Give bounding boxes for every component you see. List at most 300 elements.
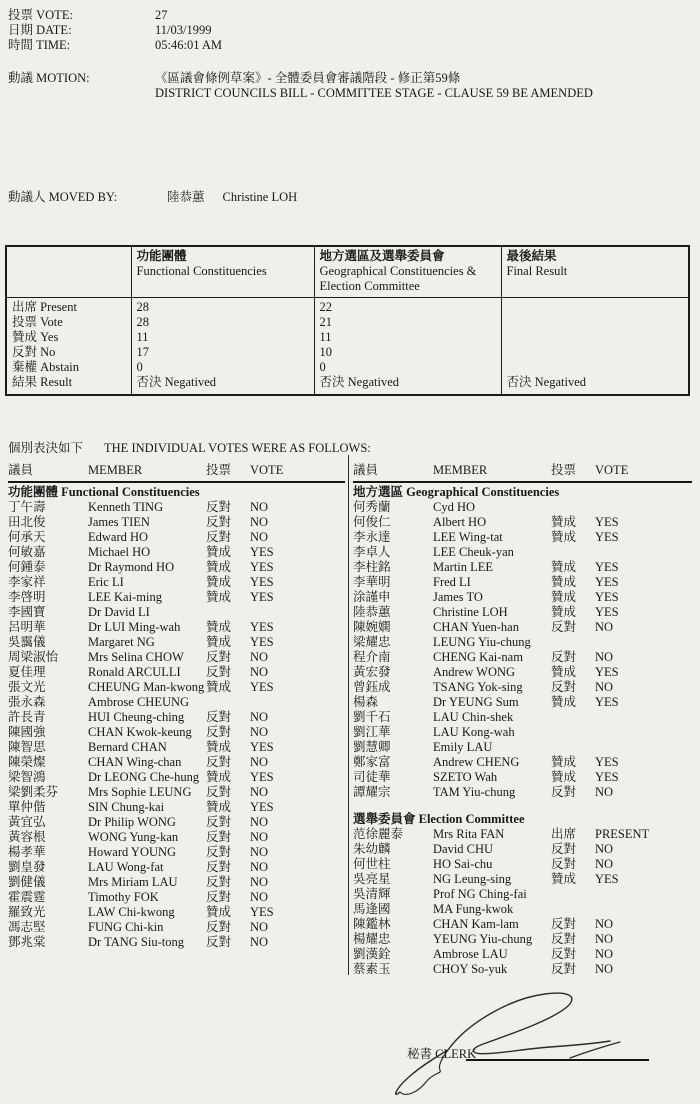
member-name-cn: 馬逢國: [353, 902, 391, 916]
member-name-en: Cyd HO: [433, 500, 476, 514]
summary-row-vote: [6, 315, 689, 330]
member-vote-cn: 贊成: [206, 575, 232, 589]
member-row: [8, 740, 345, 755]
no-geographical: 10: [314, 345, 501, 360]
row-label: 棄權 Abstain: [12, 360, 80, 374]
member-name-en: Michael HO: [88, 545, 151, 559]
member-vote-en: [595, 710, 692, 725]
member-row: [8, 815, 345, 830]
member-vote-en: NO: [250, 785, 269, 799]
member-vote-en: YES: [595, 575, 619, 589]
member-name-cn: 李家祥: [8, 575, 46, 589]
member-vote-en: NO: [250, 710, 269, 724]
member-vote-cn: 反對: [551, 785, 577, 799]
member-vote-cn: 反對: [206, 710, 232, 724]
member-vote-en: NO: [250, 860, 269, 874]
member-name-en: Ambrose CHEUNG: [88, 695, 190, 709]
member-name-cn: 黃宜弘: [8, 815, 46, 829]
member-name-cn: 李啓明: [8, 590, 46, 604]
member-name-en: Eric LI: [88, 575, 124, 589]
member-row: [353, 575, 692, 590]
member-name-en: LAU Wong-fat: [88, 860, 164, 874]
member-row: [353, 785, 692, 800]
signature-line: [466, 1059, 649, 1061]
summary-row-present: [6, 298, 689, 316]
member-name-en: LEE Kai-ming: [88, 590, 162, 604]
section-header: 選舉委員會 Election Committee: [353, 812, 525, 826]
member-name-cn: 周梁淑怡: [8, 650, 59, 664]
motion-label: 動議 MOTION:: [8, 71, 90, 85]
member-vote-cn: 反對: [206, 935, 232, 949]
member-vote-en: YES: [250, 770, 274, 784]
member-row: [8, 515, 345, 530]
member-vote-en: NO: [595, 962, 614, 976]
member-name-cn: 陳國強: [8, 725, 46, 739]
member-vote-en: [595, 725, 692, 740]
member-vote-cn: [206, 605, 250, 620]
member-vote-cn: 反對: [551, 650, 577, 664]
final-header-cn: 最後結果: [506, 249, 557, 263]
member-name-cn: 司徒華: [353, 770, 391, 784]
abstain-final: [501, 360, 689, 375]
member-vote-cn: 反對: [206, 500, 232, 514]
member-vote-cn: 反對: [551, 932, 577, 946]
functional-header-en: Functional Constituencies: [136, 264, 267, 278]
votes-column-right: [353, 463, 692, 977]
member-vote-cn: 贊成: [206, 635, 232, 649]
motion-text-en: DISTRICT COUNCILS BILL - COMMITTEE STAGE - CLAUSE 59 BE AMENDED: [155, 86, 593, 100]
member-name-cn: 何鍾泰: [8, 560, 46, 574]
section-header: 功能團體 Functional Constituencies: [8, 485, 200, 499]
member-name-en: Christine LOH: [433, 605, 508, 619]
member-name-en: FUNG Chi-kin: [88, 920, 164, 934]
member-name-cn: 劉健儀: [8, 875, 46, 889]
member-cn-header: 議員: [353, 463, 379, 477]
member-en-header: MEMBER: [88, 463, 143, 477]
result-geographical: 否決 Negatived: [314, 375, 501, 395]
member-vote-cn: 反對: [206, 845, 232, 859]
member-name-en: Mrs Selina CHOW: [88, 650, 184, 664]
member-vote-cn: 反對: [206, 515, 232, 529]
member-vote-en: YES: [250, 635, 274, 649]
member-vote-en: NO: [250, 650, 269, 664]
member-vote-cn: [551, 887, 595, 902]
member-row: [8, 860, 345, 875]
member-vote-cn: 反對: [206, 650, 232, 664]
member-name-en: Mrs Rita FAN: [433, 827, 505, 841]
member-vote-en: YES: [595, 605, 619, 619]
member-en-header: MEMBER: [433, 463, 488, 477]
member-name-en: Emily LAU: [433, 740, 493, 754]
member-vote-en: [595, 635, 692, 650]
member-vote-cn: [551, 635, 595, 650]
member-vote-en: [595, 500, 692, 515]
member-name-cn: 陳榮燦: [8, 755, 46, 769]
member-name-cn: 曾鈺成: [353, 680, 391, 694]
member-vote-en: YES: [250, 680, 274, 694]
motion-text-cn: 《區議會條例草案》- 全體委員會審議階段 - 修正第59條: [155, 71, 461, 85]
member-vote-en: YES: [250, 545, 274, 559]
member-row: [353, 530, 692, 545]
member-vote-cn: 贊成: [206, 800, 232, 814]
member-name-cn: 許長青: [8, 710, 46, 724]
member-name-cn: 梁劉柔芬: [8, 785, 59, 799]
yes-geographical: 11: [314, 330, 501, 345]
result-functional: 否決 Negatived: [131, 375, 314, 395]
member-vote-en: NO: [595, 857, 614, 871]
member-vote-cn: 反對: [551, 857, 577, 871]
member-row: [353, 680, 692, 695]
member-name-cn: 李國寶: [8, 605, 46, 619]
final-header-en: Final Result: [506, 264, 568, 278]
result-final: 否決 Negatived: [501, 375, 689, 395]
member-name-cn: 劉漢銓: [353, 947, 391, 961]
row-label: 贊成 Yes: [12, 330, 59, 344]
member-vote-cn: 反對: [551, 842, 577, 856]
member-name-en: HUI Cheung-ching: [88, 710, 185, 724]
member-vote-cn: 出席: [551, 827, 577, 841]
vote-number-row: [8, 8, 568, 23]
member-name-cn: 陸恭蕙: [353, 605, 391, 619]
member-vote-cn: 贊成: [551, 530, 577, 544]
member-vote-cn: 反對: [551, 947, 577, 961]
summary-header-row: [6, 246, 689, 298]
member-name-cn: 梁智鴻: [8, 770, 46, 784]
member-vote-cn: 贊成: [551, 590, 577, 604]
geographical-header-en: Geographical Constituencies & Election Committee: [319, 264, 477, 293]
section-header: 地方選區 Geographical Constituencies: [353, 485, 560, 499]
member-vote-en: NO: [250, 935, 269, 949]
member-vote-en: NO: [595, 785, 614, 799]
member-name-cn: 譚耀宗: [353, 785, 391, 799]
member-row: [8, 905, 345, 920]
member-vote-en: YES: [250, 560, 274, 574]
summary-row-yes: [6, 330, 689, 345]
member-name-en: MA Fung-kwok: [433, 902, 514, 916]
vote-number-value: 27: [155, 8, 168, 22]
member-vote-en: YES: [595, 530, 619, 544]
member-name-en: Ambrose LAU: [433, 947, 508, 961]
member-cn-header: 議員: [8, 463, 34, 477]
member-name-cn: 李永達: [353, 530, 391, 544]
member-row: [8, 875, 345, 890]
abstain-functional: 0: [131, 360, 314, 375]
member-vote-cn: 反對: [206, 860, 232, 874]
member-vote-en: NO: [595, 650, 614, 664]
member-vote-en: NO: [595, 842, 614, 856]
summary-row-abstain: [6, 360, 689, 375]
member-row: [353, 620, 692, 635]
member-name-cn: 吳清輝: [353, 887, 391, 901]
member-name-en: Timothy FOK: [88, 890, 159, 904]
member-name-en: Edward HO: [88, 530, 149, 544]
member-name-cn: 楊孝華: [8, 845, 46, 859]
individual-votes-intro: [8, 441, 371, 456]
member-name-en: Mrs Miriam LAU: [88, 875, 178, 889]
member-name-cn: 霍震霆: [8, 890, 46, 904]
vote-cn-header: 投票: [206, 463, 232, 477]
member-vote-en: NO: [250, 920, 269, 934]
member-vote-cn: 反對: [206, 920, 232, 934]
member-row: [353, 902, 692, 917]
member-vote-cn: 反對: [551, 620, 577, 634]
member-name-cn: 吳亮星: [353, 872, 391, 886]
member-row: [353, 842, 692, 857]
member-vote-cn: 贊成: [206, 545, 232, 559]
member-vote-en: NO: [595, 917, 614, 931]
member-row: [353, 635, 692, 650]
member-vote-cn: 贊成: [551, 872, 577, 886]
member-name-en: SIN Chung-kai: [88, 800, 165, 814]
vote-number-label: 投票 VOTE:: [8, 8, 73, 22]
member-name-en: David CHU: [433, 842, 494, 856]
abstain-geographical: 0: [314, 360, 501, 375]
member-name-cn: 張永森: [8, 695, 46, 709]
member-name-en: Dr YEUNG Sum: [433, 695, 519, 709]
member-vote-cn: 贊成: [551, 665, 577, 679]
member-vote-cn: [551, 902, 595, 917]
motion-row: [8, 71, 692, 101]
member-row: [353, 887, 692, 902]
votes-list-right: [353, 485, 692, 977]
no-final: [501, 345, 689, 360]
member-vote-cn: 贊成: [551, 770, 577, 784]
row-label: 出席 Present: [12, 300, 77, 314]
member-vote-en: YES: [250, 740, 274, 754]
member-name-en: LAU Chin-shek: [433, 710, 514, 724]
header-fields: [8, 8, 568, 53]
member-vote-en: NO: [250, 845, 269, 859]
mover-name-en: Christine LOH: [222, 190, 298, 204]
member-name-en: CHOY So-yuk: [433, 962, 508, 976]
member-name-en: Prof NG Ching-fai: [433, 887, 527, 901]
member-name-en: CHAN Wing-chan: [88, 755, 182, 769]
column-divider: [348, 455, 349, 975]
vote-final: [501, 315, 689, 330]
member-row: [8, 830, 345, 845]
member-name-en: Kenneth TING: [88, 500, 164, 514]
member-vote-en: NO: [250, 890, 269, 904]
vote-summary-table: [5, 245, 690, 396]
member-name-en: WONG Yung-kan: [88, 830, 179, 844]
member-name-cn: 張文光: [8, 680, 46, 694]
member-row: [353, 857, 692, 872]
member-row: [8, 605, 345, 620]
member-vote-cn: 贊成: [551, 695, 577, 709]
member-vote-cn: [551, 500, 595, 515]
member-name-en: Ronald ARCULLI: [88, 665, 181, 679]
member-vote-en: YES: [595, 560, 619, 574]
votes-column-header: [8, 463, 345, 483]
functional-header-cn: 功能團體: [136, 249, 187, 263]
member-vote-cn: [551, 740, 595, 755]
member-row: [353, 695, 692, 710]
member-row: [353, 725, 692, 740]
member-vote-en: NO: [250, 500, 269, 514]
member-name-cn: 陳智思: [8, 740, 46, 754]
member-name-cn: 涂謹申: [353, 590, 391, 604]
member-name-cn: 李卓人: [353, 545, 391, 559]
member-vote-en: NO: [595, 932, 614, 946]
member-row: [353, 515, 692, 530]
member-name-en: CHEUNG Man-kwong: [88, 680, 205, 694]
member-vote-en: NO: [595, 620, 614, 634]
member-row: [8, 845, 345, 860]
member-vote-en: YES: [250, 590, 274, 604]
member-vote-en: YES: [250, 905, 274, 919]
member-name-en: James TO: [433, 590, 483, 604]
member-vote-cn: 反對: [206, 665, 232, 679]
member-vote-en: [595, 740, 692, 755]
summary-header-final: [501, 246, 689, 298]
member-vote-en: YES: [595, 695, 619, 709]
member-name-cn: 劉慧卿: [353, 740, 391, 754]
member-vote-en: NO: [250, 515, 269, 529]
member-name-en: TSANG Yok-sing: [433, 680, 523, 694]
member-row: [353, 740, 692, 755]
summary-header-functional: [131, 246, 314, 298]
member-vote-cn: 反對: [206, 755, 232, 769]
member-name-cn: 劉千石: [353, 710, 391, 724]
member-row: [8, 665, 345, 680]
member-vote-cn: 反對: [206, 875, 232, 889]
member-name-en: Albert HO: [433, 515, 487, 529]
vote-en-header: VOTE: [595, 463, 629, 477]
member-row: [353, 560, 692, 575]
member-name-en: CHAN Kwok-keung: [88, 725, 192, 739]
member-name-en: NG Leung-sing: [433, 872, 512, 886]
member-vote-cn: 反對: [551, 917, 577, 931]
member-name-cn: 鄧兆棠: [8, 935, 46, 949]
votes-column-header: [353, 463, 692, 483]
member-row: [8, 575, 345, 590]
member-row: [8, 680, 345, 695]
member-name-cn: 田北俊: [8, 515, 46, 529]
moved-by-row: [8, 190, 568, 205]
member-name-cn: 何秀蘭: [353, 500, 391, 514]
member-vote-en: NO: [595, 947, 614, 961]
member-row: [353, 962, 692, 977]
member-vote-en: [595, 887, 692, 902]
member-vote-en: YES: [595, 770, 619, 784]
member-row: [8, 770, 345, 785]
member-name-cn: 何敏嘉: [8, 545, 46, 559]
member-name-cn: 范徐麗泰: [353, 827, 404, 841]
member-vote-cn: 贊成: [206, 620, 232, 634]
no-functional: 17: [131, 345, 314, 360]
member-row: [8, 545, 345, 560]
row-label: 結果 Result: [12, 375, 73, 389]
present-functional: 28: [131, 298, 314, 316]
member-row: [353, 917, 692, 932]
vote-geographical: 21: [314, 315, 501, 330]
member-vote-cn: 反對: [551, 680, 577, 694]
member-vote-cn: 反對: [206, 530, 232, 544]
member-vote-en: NO: [250, 875, 269, 889]
member-name-en: Dr TANG Siu-tong: [88, 935, 184, 949]
member-vote-en: YES: [595, 515, 619, 529]
member-vote-cn: 反對: [206, 815, 232, 829]
votes-column-left: [8, 463, 345, 950]
member-vote-cn: 反對: [206, 890, 232, 904]
member-name-en: LAW Chi-kwong: [88, 905, 175, 919]
member-name-en: Dr Raymond HO: [88, 560, 175, 574]
member-row: [353, 590, 692, 605]
member-row: [353, 872, 692, 887]
member-name-en: CHAN Kam-lam: [433, 917, 519, 931]
summary-row-no: [6, 345, 689, 360]
time-value: 05:46:01 AM: [155, 38, 223, 52]
member-row: [8, 500, 345, 515]
time-row: [8, 38, 568, 53]
member-name-en: YEUNG Yiu-chung: [433, 932, 533, 946]
member-row: [353, 755, 692, 770]
member-name-cn: 羅致光: [8, 905, 46, 919]
member-name-en: Mrs Sophie LEUNG: [88, 785, 192, 799]
member-name-cn: 陳婉嫻: [353, 620, 391, 634]
member-row: [353, 665, 692, 680]
member-name-en: Margaret NG: [88, 635, 155, 649]
member-name-en: Dr David LI: [88, 605, 150, 619]
member-name-cn: 何承天: [8, 530, 46, 544]
summary-row-result: [6, 375, 689, 395]
moved-by-label: 動議人 MOVED BY:: [8, 190, 118, 204]
clerk-label: 秘書 CLERK: [407, 1047, 477, 1061]
member-vote-cn: 反對: [206, 725, 232, 739]
member-row: [353, 932, 692, 947]
present-geographical: 22: [314, 298, 501, 316]
member-name-cn: 鄭家富: [353, 755, 391, 769]
summary-header-geographical: [314, 246, 501, 298]
member-row: [353, 770, 692, 785]
member-vote-en: NO: [250, 755, 269, 769]
member-vote-cn: 贊成: [551, 575, 577, 589]
intro-cn: 個別表決如下: [8, 441, 84, 455]
member-vote-cn: 反對: [206, 830, 232, 844]
date-value: 11/03/1999: [155, 23, 212, 37]
yes-functional: 11: [131, 330, 314, 345]
member-row: [8, 890, 345, 905]
member-vote-en: YES: [595, 872, 619, 886]
member-vote-cn: 反對: [551, 962, 577, 976]
member-name-en: Dr Philip WONG: [88, 815, 176, 829]
member-vote-cn: 贊成: [551, 515, 577, 529]
member-name-cn: 馮志堅: [8, 920, 46, 934]
row-label: 反對 No: [12, 345, 56, 359]
member-vote-en: NO: [250, 665, 269, 679]
member-name-en: Fred LI: [433, 575, 471, 589]
row-label: 投票 Vote: [12, 315, 63, 329]
member-row: [8, 710, 345, 725]
member-name-cn: 楊森: [353, 695, 379, 709]
member-row: [8, 800, 345, 815]
member-name-en: TAM Yiu-chung: [433, 785, 516, 799]
member-row: [8, 530, 345, 545]
member-row: [8, 620, 345, 635]
present-final: [501, 298, 689, 316]
date-label: 日期 DATE:: [8, 23, 72, 37]
member-vote-cn: 贊成: [206, 740, 232, 754]
member-name-cn: 蔡素玉: [353, 962, 391, 976]
member-name-cn: 劉皇發: [8, 860, 46, 874]
member-row: [8, 695, 345, 710]
member-name-cn: 李華明: [353, 575, 391, 589]
member-name-cn: 陳鑑林: [353, 917, 391, 931]
vote-cn-header: 投票: [551, 463, 577, 477]
member-vote-en: YES: [250, 620, 274, 634]
member-name-en: SZETO Wah: [433, 770, 498, 784]
member-row: [8, 935, 345, 950]
